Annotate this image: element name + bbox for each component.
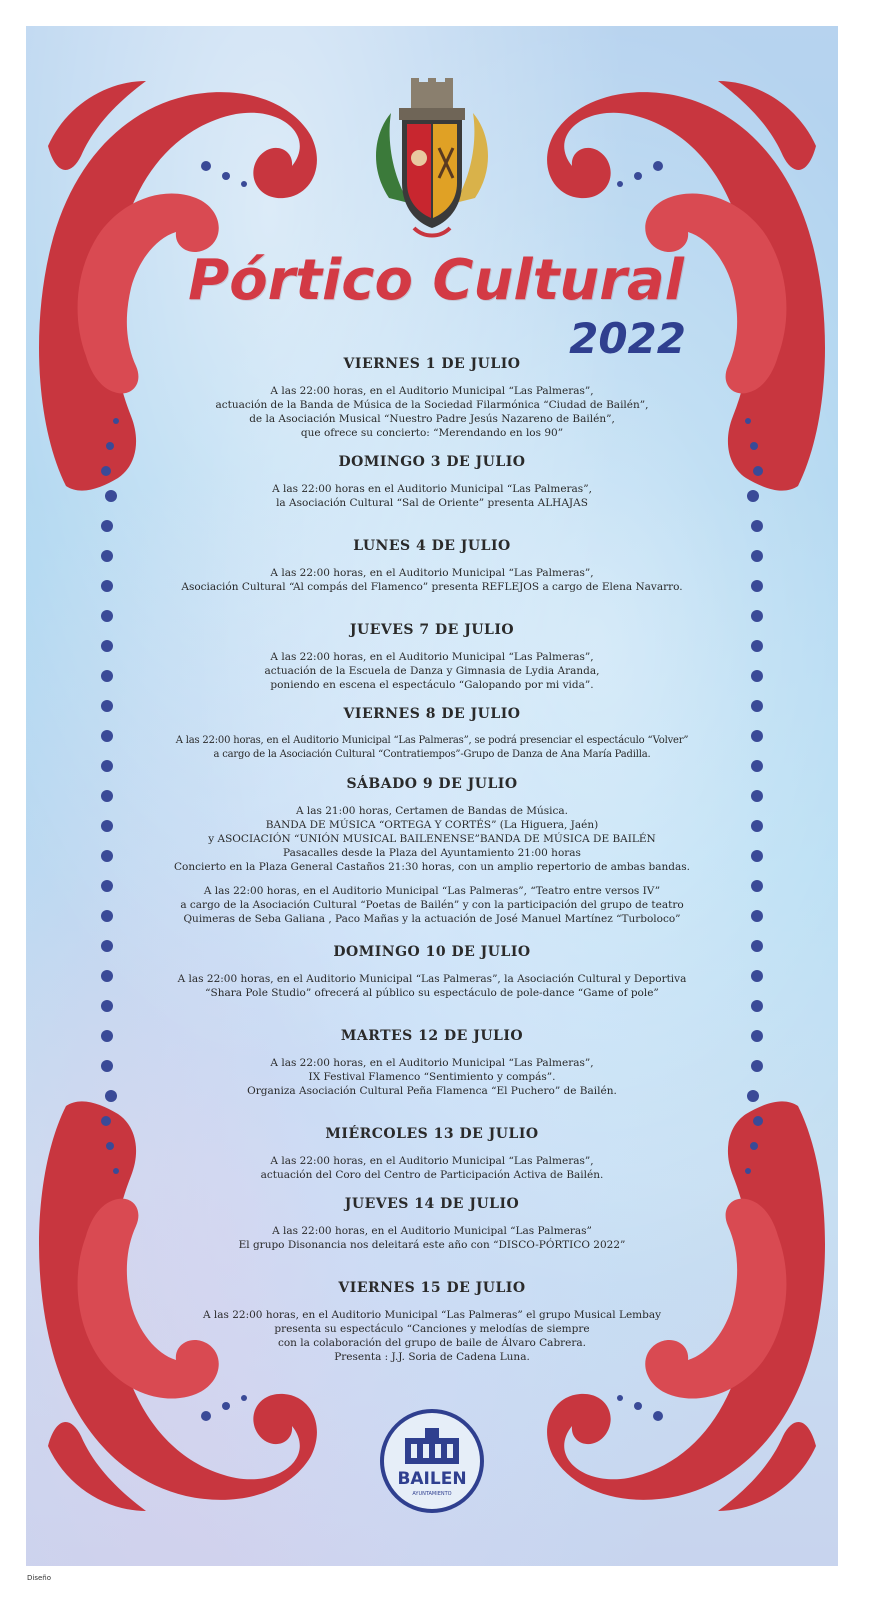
event-line: que ofrece su concierto: “Merendando en los 90”	[300, 427, 564, 439]
event-line: y ASOCIACIÓN “UNIÓN MUSICAL BAILENENSE”BANDA DE MÚSICA DE BAILÉN	[208, 833, 656, 845]
event-item	[116, 454, 748, 510]
event-heading: MARTES 12 DE JULIO	[340, 1028, 524, 1044]
coat-of-arms-icon	[369, 78, 495, 246]
event-line: actuación de la Escuela de Danza y Gimnasia de Lydia Aranda,	[264, 665, 600, 677]
event-item	[116, 1196, 748, 1252]
designer-stamp: Diseño	[27, 1574, 52, 1582]
event-line: A las 22:00 horas, en el Auditorio Municipal “Las Palmeras”,	[270, 1057, 594, 1069]
event-item	[116, 944, 748, 1000]
event-line: Organiza Asociación Cultural Peña Flamenca “El Puchero” de Bailén.	[247, 1085, 617, 1097]
event-item	[116, 1028, 748, 1098]
event-heading: VIERNES 1 DE JULIO	[343, 356, 521, 372]
event-item	[116, 356, 748, 440]
event-line: actuación del Coro del Centro de Participación Activa de Bailén.	[260, 1169, 604, 1181]
event-line: A las 22:00 horas, en el Auditorio Municipal “Las Palmeras”,	[270, 385, 594, 397]
event-line: Quimeras de Seba Galiana , Paco Mañas y la actuación de José Manuel Martínez “Turboloco”	[183, 913, 681, 925]
event-line: A las 22:00 horas, en el Auditorio Municipal “Las Palmeras”, la Asociación Cultural y Deportiva	[177, 973, 687, 985]
event-line: El grupo Disonancia nos deleitará este año con “DISCO-PÓRTICO 2022”	[238, 1239, 626, 1251]
event-item	[116, 706, 748, 762]
event-line: Concierto en la Plaza General Castaños 21:30 horas, con un amplio repertorio de ambas bandas.	[174, 861, 690, 873]
event-item	[116, 1280, 748, 1364]
event-line: Presenta : J.J. Soria de Cadena Luna.	[334, 1351, 530, 1363]
event-item	[116, 622, 748, 692]
event-heading: DOMINGO 10 DE JULIO	[333, 944, 531, 960]
event-line: presenta su espectáculo “Canciones y melodías de siempre	[274, 1323, 590, 1335]
event-line: a cargo de la Asociación Cultural “Contratiempos”-Grupo de Danza de Ana María Padilla.	[213, 749, 651, 760]
event-heading: DOMINGO 3 DE JULIO	[338, 454, 526, 470]
logo-text: BAILEN	[397, 1469, 467, 1489]
event-heading: SÁBADO 9 DE JULIO	[346, 776, 518, 792]
event-line: A las 22:00 horas, en el Auditorio Municipal “Las Palmeras”,	[270, 651, 594, 663]
event-line: A las 22:00 horas, en el Auditorio Municipal “Las Palmeras”	[272, 1225, 592, 1237]
event-line: Asociación Cultural “Al compás del Flamenco” presenta REFLEJOS a cargo de Elena Navarro.	[181, 581, 683, 593]
event-line: actuación de la Banda de Música de la Sociedad Filarmónica “Ciudad de Bailén”,	[215, 399, 649, 411]
logo-subtext: AYUNTAMIENTO	[412, 1491, 452, 1497]
event-line: A las 22:00 horas en el Auditorio Municipal “Las Palmeras”,	[272, 483, 592, 495]
event-heading: JUEVES 14 DE JULIO	[344, 1196, 520, 1212]
event-line: de la Asociación Musical “Nuestro Padre Jesús Nazareno de Bailén”,	[249, 413, 615, 425]
event-line: A las 22:00 horas, en el Auditorio Municipal “Las Palmeras”, “Teatro entre versos IV”	[203, 885, 661, 897]
event-heading: MIÉRCOLES 13 DE JULIO	[325, 1126, 539, 1142]
event-heading: VIERNES 8 DE JULIO	[343, 706, 521, 722]
bailen-logo-icon	[375, 1406, 489, 1516]
event-line: a cargo de la Asociación Cultural “Poetas de Bailén” y con la participación del grupo de teatro	[180, 899, 684, 911]
event-line: A las 22:00 horas, en el Auditorio Municipal “Las Palmeras” el grupo Musical Lembay	[202, 1309, 662, 1321]
event-list	[116, 356, 748, 1406]
event-line: la Asociación Cultural “Sal de Oriente” presenta ALHAJAS	[276, 497, 588, 509]
event-heading: JUEVES 7 DE JULIO	[349, 622, 515, 638]
event-item	[116, 538, 748, 594]
event-heading: VIERNES 15 DE JULIO	[338, 1280, 526, 1296]
event-line: A las 22:00 horas, en el Auditorio Municipal “Las Palmeras”, se podrá presenciar el espectáculo “Volver”	[175, 735, 689, 746]
poster	[26, 26, 838, 1566]
event-item	[116, 776, 748, 926]
poster-year: 2022	[569, 314, 686, 363]
event-line: A las 22:00 horas, en el Auditorio Municipal “Las Palmeras”,	[270, 1155, 594, 1167]
event-line: Pasacalles desde la Plaza del Ayuntamiento 21:00 horas	[283, 847, 581, 859]
event-line: con la colaboración del grupo de baile de Álvaro Cabrera.	[277, 1337, 587, 1349]
event-line: “Shara Pole Studio” ofrecerá al público su espectáculo de pole-dance “Game of pole”	[205, 987, 659, 999]
poster-title: Pórtico Cultural	[188, 248, 684, 313]
event-line: poniendo en escena el espectáculo “Galopando por mi vida”.	[270, 679, 594, 691]
event-line: A las 22:00 horas, en el Auditorio Municipal “Las Palmeras”,	[270, 567, 594, 579]
event-line: IX Festival Flamenco “Sentimiento y compás”.	[308, 1071, 556, 1083]
event-heading: LUNES 4 DE JULIO	[353, 538, 511, 554]
event-item	[116, 1126, 748, 1182]
event-line: BANDA DE MÚSICA “ORTEGA Y CORTÉS” (La Higuera, Jaén)	[265, 819, 599, 831]
event-line: A las 21:00 horas, Certamen de Bandas de Música.	[295, 805, 569, 817]
